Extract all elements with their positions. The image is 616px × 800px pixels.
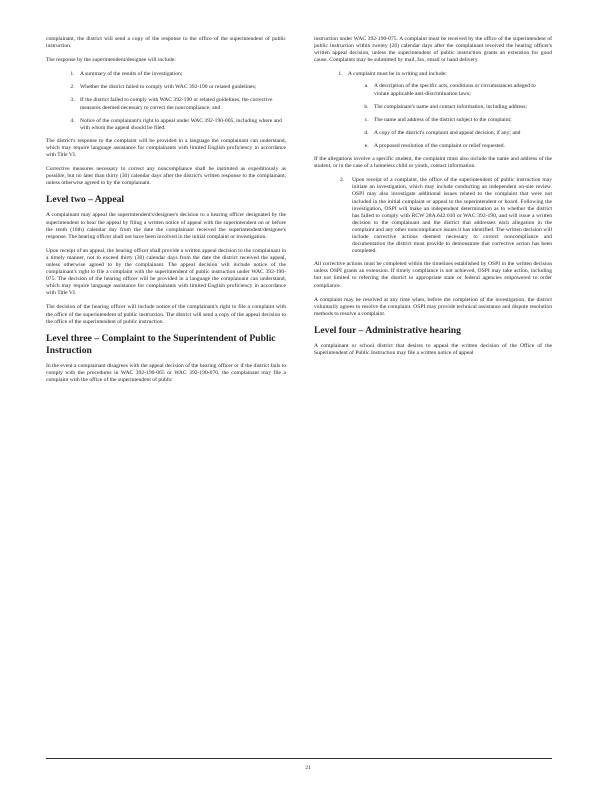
section-heading-level-four: Level four – Administrative hearing <box>314 324 461 336</box>
footer-rule <box>46 758 552 759</box>
section-heading-level-two: Level two – Appeal <box>46 194 125 206</box>
page-number: 21 <box>305 765 311 771</box>
list-item: 4. Notice of the complainant's right to appeal under WAC 392-190-005, including where and with whom the appeal should be filed. <box>76 118 286 132</box>
sublist-item: e. A proposed resolution of the complaint or relief requested. <box>370 143 552 150</box>
list-marker: 2. <box>340 177 345 184</box>
paragraph: The response by the superintendent/designee will include: <box>46 57 176 64</box>
sublist-item: d. A copy of the district's complaint and appeal decision, if any; and <box>370 130 552 137</box>
complaint-requirements-list <box>314 71 552 150</box>
list-item: 1. A summary of the results of the investigation; <box>76 71 286 78</box>
list-item-text: Upon receipt of a complaint, the office of the superintendent of public instruction may initiate an investigation, which may include conducting an independent on-site review. OSPI may also investigate additional issues related to the complaint that were not included in the initial complaint or appeal to the superintendent or board. Following the investigation, OSPI will make an independent determination as to whether the district has failed to comply with RCW 28A.642.010 or WAC 392-190, and will issue a written decision to the complainant and the district that addresses each allegation in the complaint and any other noncompliance issues it has identified. The written decision will include corrective actions deemed necessary to correct noncompliance and documentation the district must provide to demonstrate that corrective action has been completed. <box>352 177 552 255</box>
paragraph: A complaint may be resolved at any time when, before the completion of the investigation, the district voluntarily agrees to resolve the complaint. OSPI may provide technical assistance and dispute resolution methods to resolve a complaint. <box>314 296 552 317</box>
sublist-item: a. A description of the specific acts, conditions or circumstances alleged to violate applicable anti-discrimination laws; <box>370 83 552 97</box>
list-item <box>344 71 552 150</box>
left-column <box>46 36 286 391</box>
sublist-item: b. The complainant's name and contact information, including address; <box>370 104 552 111</box>
paragraph: In the event a complainant disagrees with the appeal decision of the hearing officer or if the district fails to comply with the procedures in WAC 392-190-065 or WAC 392-190-070, the complainant may file a complaint with the office of the superintendent of public <box>46 362 286 383</box>
response-contents-list <box>46 71 286 132</box>
right-column <box>314 36 552 364</box>
complaint-contents-sublist <box>348 83 552 150</box>
paragraph: The district's response to the complaint will be provided in a language the complainant can understand, which may require language assistance for complainants with limited English proficiency in accordance with Title VI. <box>46 137 286 159</box>
paragraph: The decision of the hearing officer will include notice of the complainant's right to file a complaint with the office of the superintendent of public instruction. The district will send a copy of the appeal decision to the office of the superintendent of public instruction. <box>46 304 286 325</box>
paragraph: If the allegations involve a specific student, the complaint must also include the name and address of the student, or in the case of a homeless child or youth, contact information. <box>314 156 552 170</box>
paragraph: instruction under WAC 392-190-075. A complaint must be received by the office of the superintendent of public instruction within twenty (20) calendar days after the complainant received the hearing officer's written appeal decision, unless the superintendent of public instruction grants an extension for good cause. Complaints may be submitted by mail, fax, email or hand delivery. <box>314 36 552 64</box>
list-item: 3. If the district failed to comply with WAC 392-190 or related guidelines, the corrective measures deemed necessary to correct the noncompliance; and <box>76 97 286 111</box>
list-item <box>314 177 552 255</box>
paragraph: All corrective actions must be completed within the timelines established by OSPI in the written decision unless OSPI grants an extension. If timely compliance is not achieved, OSPI may take action, including but not limited to referring the district to appropriate state or federal agencies empowered to order compliance. <box>314 261 552 289</box>
paragraph: A complainant may appeal the superintendent's/designee's decision to a hearing officer designated by the superintendent to hear the appeal by filing a written notice of appeal with the superintendent on or before the tenth (10th) calendar day from the date the complainant received the superintendent/designee's response. The hearing officer shall not have been involved in the initial complaint or investigation. <box>46 212 286 240</box>
paragraph: complainant, the district will send a copy of the response to the office of the superintendent of public instruction. <box>46 36 286 50</box>
sublist-item: c. The name and address of the district subject to the complaint; <box>370 117 552 124</box>
paragraph: A complainant or school district that desires to appeal the written decision of the Office of the Superintendent of Public Instruction may file a written notice of appeal <box>314 342 552 356</box>
list-item: 2. Whether the district failed to comply with WAC 392-190 or related guidelines; <box>76 84 286 91</box>
section-heading-level-three: Level three – Complaint to the Superintendent of Public Instruction <box>46 332 276 356</box>
list-item-text: A complaint must be in writing and include: <box>348 71 447 78</box>
paragraph: Corrective measures necessary to correct any noncompliance shall be instituted as expeditiously as possible, but no later than thirty (30) calendar days after the district's written response to the complainant, unless otherwise agreed to by the complainant. <box>46 166 286 187</box>
paragraph: Upon receipt of an appeal, the hearing officer shall provide a written appeal decision to the complainant in a timely manner, not to exceed thirty (30) calendar days from the date the district received the appeal, unless otherwise agreed to by the complainant. The appeal decision will include notice of the complainant's right to file a complaint with the superintendent of public instruction under WAC 392-190-075. The decision of the hearing officer will be provided in a language the complainant can understand, which may require language assistance for complainants with limited English proficiency in accordance with Title VI. <box>46 247 286 297</box>
